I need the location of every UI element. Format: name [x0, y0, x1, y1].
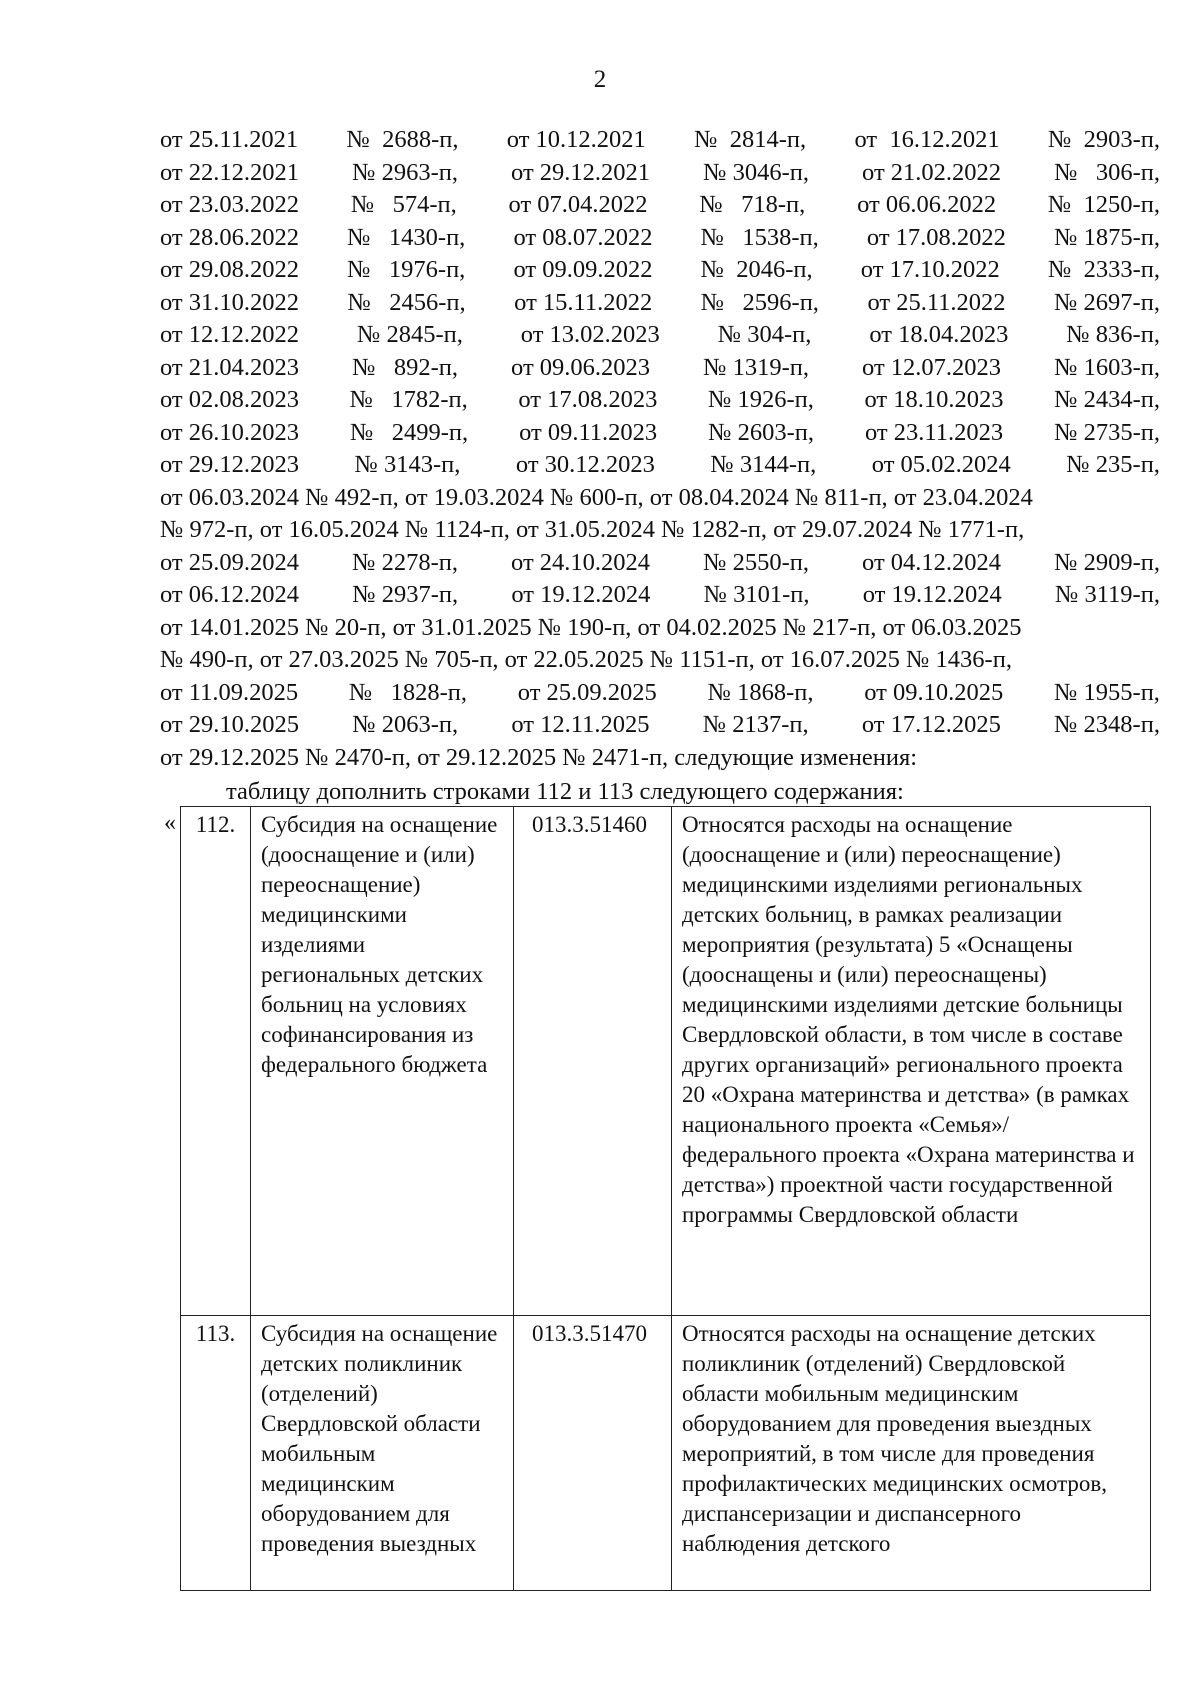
reference-line: [160, 514, 1160, 547]
reference-line: [160, 644, 1160, 677]
reference-segment: № 1955-п,: [1054, 678, 1160, 706]
reference-line: [160, 449, 1160, 482]
reference-segment: № 1868-п,: [707, 678, 814, 706]
reference-segment: от 21.04.2023: [160, 353, 300, 381]
reference-segment: № 2937-п,: [352, 581, 459, 608]
reference-segment: от 05.02.2024: [871, 451, 1011, 478]
reference-segment: от 28.06.2022: [160, 223, 300, 251]
reference-line: [160, 612, 1160, 645]
reference-segment: № 3119-п,: [1054, 581, 1160, 608]
reference-segment: № 304-п,: [717, 321, 812, 348]
reference-segment: от 06.06.2022: [857, 191, 997, 218]
reference-segment: от 15.11.2022: [514, 288, 653, 316]
reference-segment: от 29.12.2021: [511, 158, 651, 186]
reference-line: [160, 254, 1160, 287]
reference-line: [160, 384, 1160, 417]
reference-line: [160, 709, 1160, 742]
reference-segment: от 29.08.2022: [160, 256, 300, 283]
reference-segment: от 16.12.2021: [854, 126, 1000, 153]
reference-segment: от 18.04.2023: [869, 321, 1009, 348]
reference-segment: от 12.11.2025: [511, 711, 650, 738]
reference-segment: № 2735-п,: [1054, 418, 1160, 446]
reference-segment: от 31.10.2022: [160, 288, 300, 316]
reference-segment: от 19.12.2024: [511, 581, 651, 608]
row-number-cell: 112.: [181, 807, 251, 1316]
reference-segment: № 1603-п,: [1054, 353, 1160, 381]
reference-line: [160, 482, 1160, 515]
expense-description-cell: Относятся расходы на оснащение детских поликлиник (отделений) Свердловской области мобильным медицинским оборудованием для проведения выездных мероприятий, в том числе для проведения профилактических медицинских осмотров, диспансеризации и диспансерного наблюдения детского: [672, 1316, 1151, 1591]
reference-segment: от 04.12.2024: [862, 548, 1002, 576]
reference-segment: № 1250-п,: [1047, 191, 1160, 218]
amendment-instruction: таблицу дополнить строками 112 и 113 следующего содержания:: [226, 778, 904, 805]
expense-description-cell: Относятся расходы на оснащение (дооснащение и (или) переоснащение) медицинскими изделиями региональных детских больниц, в рамках реализации мероприятия (результата) 5 «Оснащены (дооснащены и (или) переоснащены) медицинскими изделиями детские больницы Свердловской области, в том числе в составе других организаций» регионального проекта 20 «Охрана материнства и детства» (в рамках национального проекта «Семья»/федерального проекта «Охрана материнства и детства») проектной части государственной программы Свердловской области: [672, 807, 1151, 1316]
reference-line: [160, 319, 1160, 352]
reference-segment: от 12.12.2022: [160, 321, 300, 348]
reference-segment: № 718-п,: [699, 191, 806, 218]
reference-line: [160, 547, 1160, 580]
reference-segment: № 1782-п,: [349, 386, 468, 413]
reference-segment: от 17.08.2022: [866, 223, 1006, 251]
reference-segment: от 09.11.2023: [519, 418, 658, 446]
reference-segment: № 1926-п,: [707, 386, 814, 413]
reference-segment: № 3101-п,: [703, 581, 810, 608]
reference-segment: № 490-п, от 27.03.2025 № 705-п, от 22.05.2025 № 1151-п, от 16.07.2025 № 1436-п,: [160, 646, 1012, 673]
reference-segment: № 892-п,: [352, 353, 458, 381]
reference-segment: № 235-п,: [1066, 451, 1160, 478]
reference-segment: № 3144-п,: [710, 451, 817, 478]
opening-quote-mark: «: [164, 810, 176, 836]
reference-line: [160, 157, 1160, 190]
reference-segment: № 2903-п,: [1047, 126, 1160, 153]
reference-segment: от 11.09.2025: [160, 678, 299, 706]
reference-segment: от 08.07.2022: [513, 223, 653, 251]
reference-line: [160, 222, 1160, 255]
reference-segment: № 1976-п,: [347, 256, 466, 283]
reference-segment: № 3046-п,: [703, 158, 809, 186]
reference-segment: № 1430-п,: [347, 223, 466, 251]
row-number-cell: 113.: [181, 1316, 251, 1591]
table-row: [181, 807, 1151, 1316]
budget-code-cell: 013.3.51470: [514, 1316, 672, 1591]
amendment-reference-list: [160, 124, 1160, 774]
budget-code-cell: 013.3.51460: [514, 807, 672, 1316]
reference-line: [160, 352, 1160, 385]
reference-segment: № 2688-п,: [346, 126, 459, 153]
reference-segment: № 2046-п,: [700, 256, 813, 283]
page-number: 2: [593, 66, 607, 93]
reference-segment: от 18.10.2023: [864, 386, 1004, 413]
reference-segment: № 2434-п,: [1054, 386, 1160, 413]
reference-segment: от 17.10.2022: [860, 256, 1000, 283]
reference-segment: № 2499-п,: [349, 418, 469, 446]
reference-segment: № 2845-п,: [356, 321, 463, 348]
reference-segment: от 29.10.2025: [160, 711, 300, 738]
reference-segment: от 25.09.2024: [160, 548, 300, 576]
reference-segment: от 29.12.2025 № 2470-п, от 29.12.2025 № 2471-п, следующие изменения:: [160, 743, 918, 771]
reference-segment: от 07.04.2022: [508, 191, 648, 218]
reference-segment: № 1828-п,: [348, 678, 468, 706]
reference-segment: от 06.03.2024 № 492-п, от 19.03.2024 № 600-п, от 08.04.2024 № 811-п, от 23.04.2024: [160, 483, 1033, 511]
reference-segment: № 1538-п,: [700, 223, 819, 251]
reference-line: [160, 742, 1160, 775]
reference-line: [160, 677, 1160, 710]
reference-segment: от 10.12.2021: [506, 126, 646, 153]
reference-segment: от 26.10.2023: [160, 418, 300, 446]
amendment-table: [180, 806, 1151, 1591]
reference-segment: № 2348-п,: [1054, 711, 1160, 738]
table-row: [181, 1316, 1151, 1591]
reference-segment: от 06.12.2024: [160, 581, 300, 608]
reference-segment: № 2278-п,: [352, 548, 458, 576]
reference-segment: от 13.02.2023: [520, 321, 660, 348]
reference-segment: от 30.12.2023: [515, 451, 655, 478]
reference-segment: № 1875-п,: [1054, 223, 1160, 251]
reference-line: [160, 124, 1160, 157]
reference-segment: от 23.11.2023: [865, 418, 1004, 446]
reference-segment: № 2456-п,: [347, 288, 466, 316]
reference-segment: от 17.12.2025: [861, 711, 1001, 738]
reference-segment: от 25.11.2021: [160, 126, 299, 153]
reference-segment: № 2603-п,: [708, 418, 815, 446]
reference-line: [160, 417, 1160, 450]
reference-segment: от 23.03.2022: [160, 191, 300, 218]
reference-segment: от 14.01.2025 № 20-п, от 31.01.2025 № 190-п, от 04.02.2025 № 217-п, от 06.03.2025: [160, 613, 1022, 641]
reference-segment: № 2333-п,: [1047, 256, 1160, 283]
reference-segment: № 2909-п,: [1054, 548, 1160, 576]
reference-segment: № 2063-п,: [352, 711, 459, 738]
reference-segment: от 09.10.2025: [864, 678, 1004, 706]
reference-segment: № 2814-п,: [694, 126, 807, 153]
reference-line: [160, 287, 1160, 320]
reference-segment: № 2137-п,: [702, 711, 809, 738]
reference-segment: № 836-п,: [1066, 321, 1160, 348]
reference-segment: от 24.10.2024: [511, 548, 651, 576]
reference-line: [160, 189, 1160, 222]
reference-segment: от 21.02.2022: [862, 158, 1002, 186]
reference-line: [160, 579, 1160, 612]
subsidy-name-cell: Субсидия на оснащение (дооснащение и (или) переоснащение) медицинскими изделиями региональных детских больниц на условиях софинансирования из федерального бюджета: [251, 807, 514, 1316]
reference-segment: от 25.11.2022: [867, 288, 1006, 316]
reference-segment: от 12.07.2023: [862, 353, 1002, 381]
reference-segment: № 2596-п,: [700, 288, 819, 316]
reference-segment: от 29.12.2023: [160, 451, 300, 478]
reference-segment: от 17.08.2023: [518, 386, 658, 413]
reference-segment: № 574-п,: [350, 191, 457, 218]
reference-segment: от 09.06.2023: [511, 353, 651, 381]
reference-segment: от 02.08.2023: [160, 386, 300, 413]
reference-segment: от 19.12.2024: [862, 581, 1002, 608]
reference-segment: от 22.12.2021: [160, 158, 300, 186]
reference-segment: № 1319-п,: [703, 353, 809, 381]
reference-segment: от 09.09.2022: [513, 256, 653, 283]
reference-segment: № 2963-п,: [352, 158, 458, 186]
reference-segment: № 2697-п,: [1054, 288, 1160, 316]
reference-segment: № 306-п,: [1054, 158, 1160, 186]
reference-segment: № 2550-п,: [703, 548, 809, 576]
reference-segment: № 3143-п,: [354, 451, 461, 478]
reference-segment: от 25.09.2025: [517, 678, 657, 706]
reference-segment: № 972-п, от 16.05.2024 № 1124-п, от 31.05.2024 № 1282-п, от 29.07.2024 № 1771-п,: [160, 516, 1025, 543]
subsidy-name-cell: Субсидия на оснащение детских поликлиник (отделений) Свердловской области мобильным медицинским оборудованием для проведения выездных: [251, 1316, 514, 1591]
